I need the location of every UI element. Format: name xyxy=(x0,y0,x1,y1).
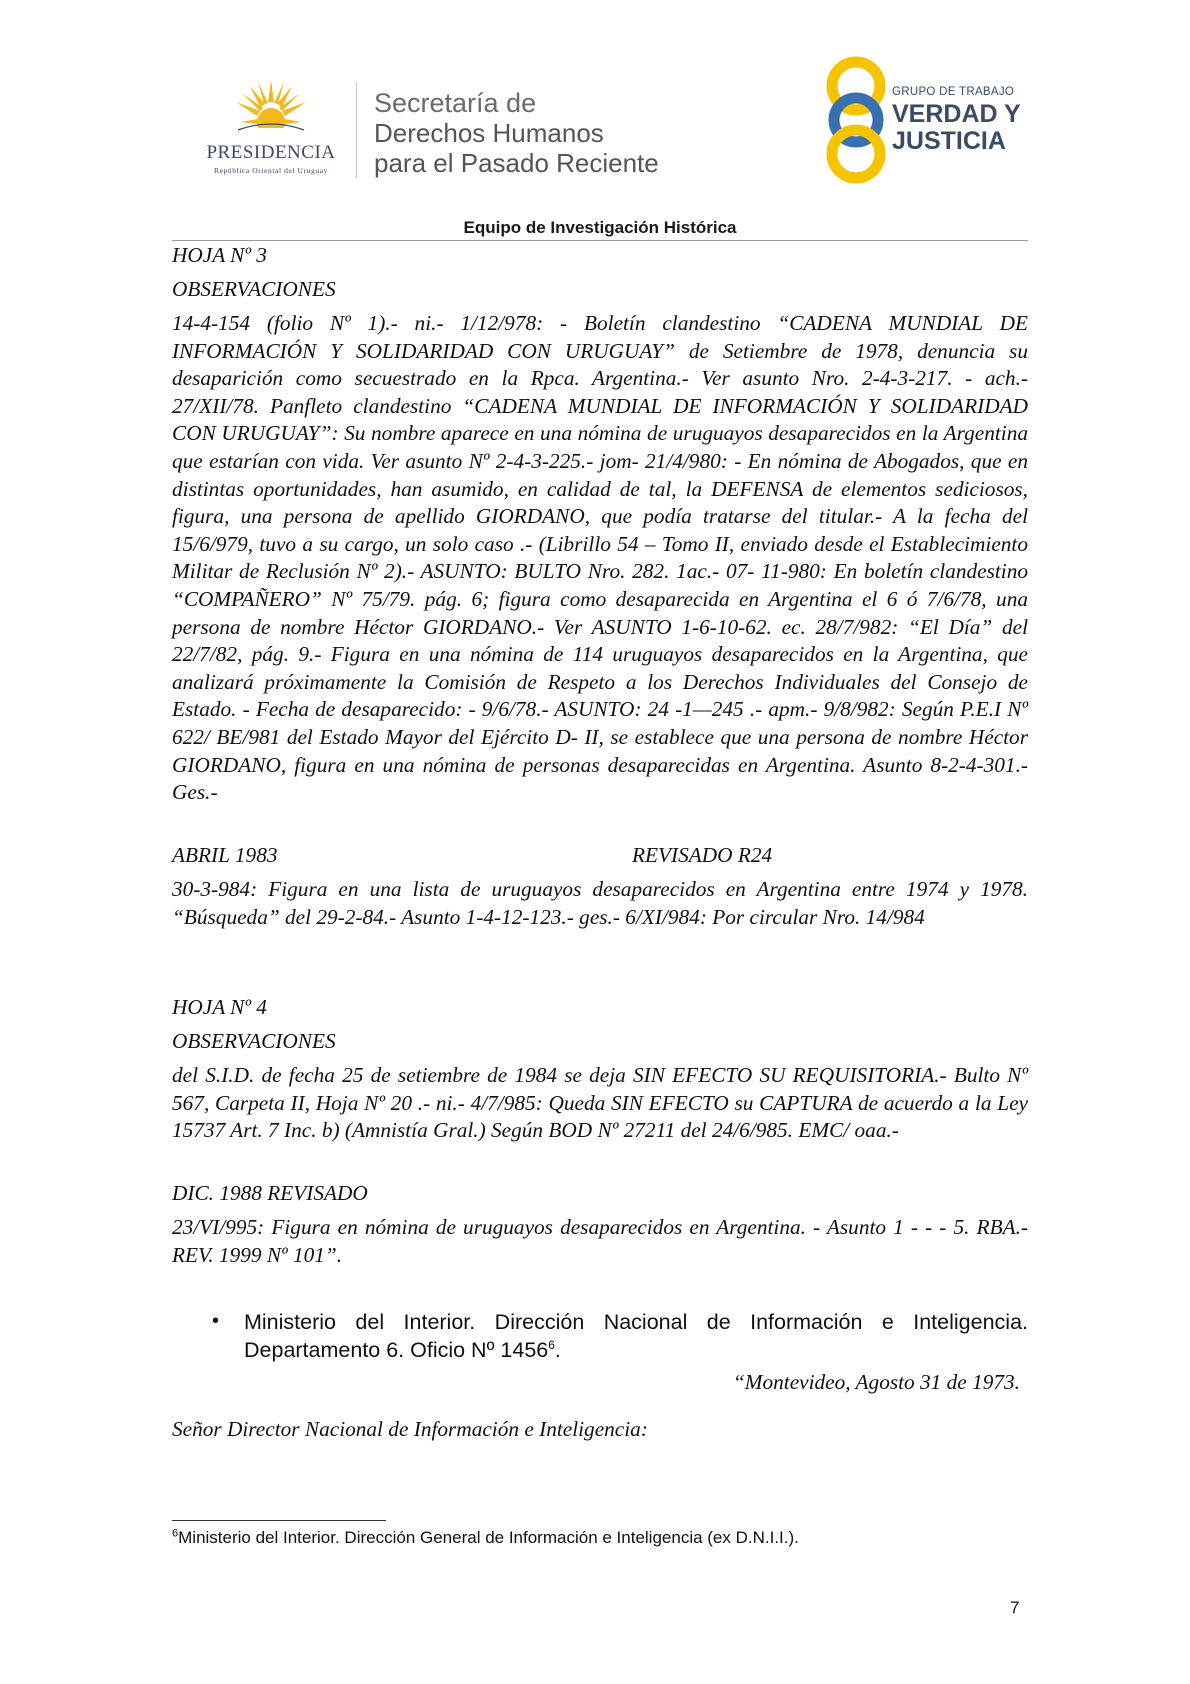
observaciones-heading-1: OBSERVACIONES xyxy=(172,277,336,301)
observaciones-paragraph-3: del S.I.D. de fecha 25 de setiembre de 1984 se deja SIN EFECTO SU REQUISITORIA.- Bulto Nº 567, Carpeta II, Hoja Nº 20 .- ni.- 4/7/985: Queda SIN EFECTO su CAPTURA de acuerdo a la Ley 15737 Art. 7 Inc. b) (Amnistía Gral.) Según BOD Nº 27211 del 24/6/985. EMC/ oaa.- xyxy=(172,1063,1028,1143)
footnote-number: 6 xyxy=(172,1527,179,1540)
observaciones-heading-2: OBSERVACIONES xyxy=(172,1029,336,1053)
bullet-item xyxy=(244,1308,1028,1364)
secretaria-line-2: Derechos Humanos xyxy=(374,118,604,148)
gtvj-title-2: JUSTICIA xyxy=(892,127,1006,155)
presidencia-subtitle: República Oriental del Uruguay xyxy=(213,166,328,175)
footnote xyxy=(172,1528,799,1548)
observaciones-paragraph-2: 30-3-984: Figura en una lista de uruguayos desaparecidos en Argentina entre 1974 y 1978. “Búsqueda” del 29-2-84.- Asunto 1-4-12-123.- ges.- 6/XI/984: Por circular Nro. 14/984 xyxy=(172,877,1028,929)
abril-1983-label: ABRIL 1983 xyxy=(172,843,278,867)
verdad-justicia-logo xyxy=(822,56,1032,184)
dic-1988-revisado: DIC. 1988 REVISADO xyxy=(172,1181,368,1205)
footnote-text: Ministerio del Interior. Dirección General de Información e Inteligencia (ex D.N.I.I.). xyxy=(178,1528,799,1547)
bullet-item-end: . xyxy=(554,1338,561,1362)
secretaria-line-3: para el Pasado Reciente xyxy=(374,148,659,178)
header-rule xyxy=(172,240,1028,241)
linked-rings-icon xyxy=(822,56,892,184)
hoja-3-heading: HOJA Nº 3 xyxy=(172,243,267,267)
secretaria-title xyxy=(374,88,659,178)
letter-date: “Montevideo, Agosto 31 de 1973. xyxy=(732,1370,1020,1394)
observaciones-paragraph-4: 23/VI/995: Figura en nómina de uruguayos desaparecidos en Argentina. - Asunto 1 - - - 5. RBA.- REV. 1999 Nº 101”. xyxy=(172,1215,1028,1267)
footnote-rule xyxy=(172,1520,386,1521)
gtvj-small-text: GRUPO DE TRABAJO xyxy=(892,86,1015,98)
sun-icon xyxy=(234,78,308,142)
bullet-icon: • xyxy=(212,1310,220,1332)
observaciones-paragraph-1: 14-4-154 (folio Nº 1).- ni.- 1/12/978: - Boletín clandestino “CADENA MUNDIAL DE INFORMACIÓN Y SOLIDARIDAD CON URUGUAY” de Setiembre de 1978, denuncia su desaparición como secuestrado en la Rpca. Argentina.- Ver asunto Nro. 2-4-3-217. - ach.- 27/XII/78. Panfleto clandestino “CADENA MUNDIAL DE INFORMACIÓN Y SOLIDARIDAD CON URUGUAY”: Su nombre aparece en una nómina de uruguayos desaparecidos en la Argentina que estarían con vida. Ver asunto Nº 2-4-3-225.- jom- 21/4/980: - En nómina de Abogados, que en distintas oportunidades, han asumido, en calidad de tal, la DEFENSA de elementos sediciosos, figura, una persona de apellido GIORDANO, que podía tratarse del titular.- A la fecha del 15/6/979, tuvo a su cargo, un solo caso .- (Librillo 54 – Tomo II, enviado desde el Establecimiento Militar de Reclusión Nº 2).- ASUNTO: BULTO Nro. 282. 1ac.- 07- 11-980: En boletín clandestino “COMPAÑERO” Nº 75/79. pág. 6; figura como desaparecida en Argentina el 6 ó 7/6/78, una persona de nombre Héctor GIORDANO.- Ver ASUNTO 1-6-10-62. ec. 28/7/982: “El Día” del 22/7/82, pág. 9.- Figura en una nómina de 114 uruguayos desaparecidos en la Argentina, que analizará próximamente la Comisión de Respeto a los Derechos Individuales del Consejo de Estado. - Fecha de desaparecido: - 9/6/78.- ASUNTO: 24 -1—245 .- apm.- 9/8/982: Según P.E.I Nº 622/ BE/981 del Estado Mayor del Ejército D- II, se establece que una persona de nombre Héctor GIORDANO, figura en una nómina de personas desaparecidas en Argentina. Asunto 8-2-4-301.- Ges.- xyxy=(172,311,1028,805)
bullet-item-text: Ministerio del Interior. Dirección Nacional de Información e Inteligencia. Departamento 6. Oficio Nº 1456 xyxy=(244,1310,1028,1362)
presidencia-name: PRESIDENCIA xyxy=(206,142,336,163)
presidencia-logo xyxy=(196,78,346,178)
gtvj-title-1: VERDAD Y xyxy=(892,100,1021,128)
page-number: 7 xyxy=(1010,1598,1020,1617)
revisado-r24-label: REVISADO R24 xyxy=(632,843,773,867)
header-divider xyxy=(356,82,357,178)
letter-salutation: Señor Director Nacional de Información e Inteligencia: xyxy=(172,1417,648,1441)
team-heading: Equipo de Investigación Histórica xyxy=(463,218,737,237)
abril-1983-line xyxy=(172,842,1028,870)
hoja-4-heading: HOJA Nº 4 xyxy=(172,995,267,1019)
footnote-reference[interactable]: 6 xyxy=(548,1337,555,1352)
secretaria-line-1: Secretaría de xyxy=(374,88,537,118)
